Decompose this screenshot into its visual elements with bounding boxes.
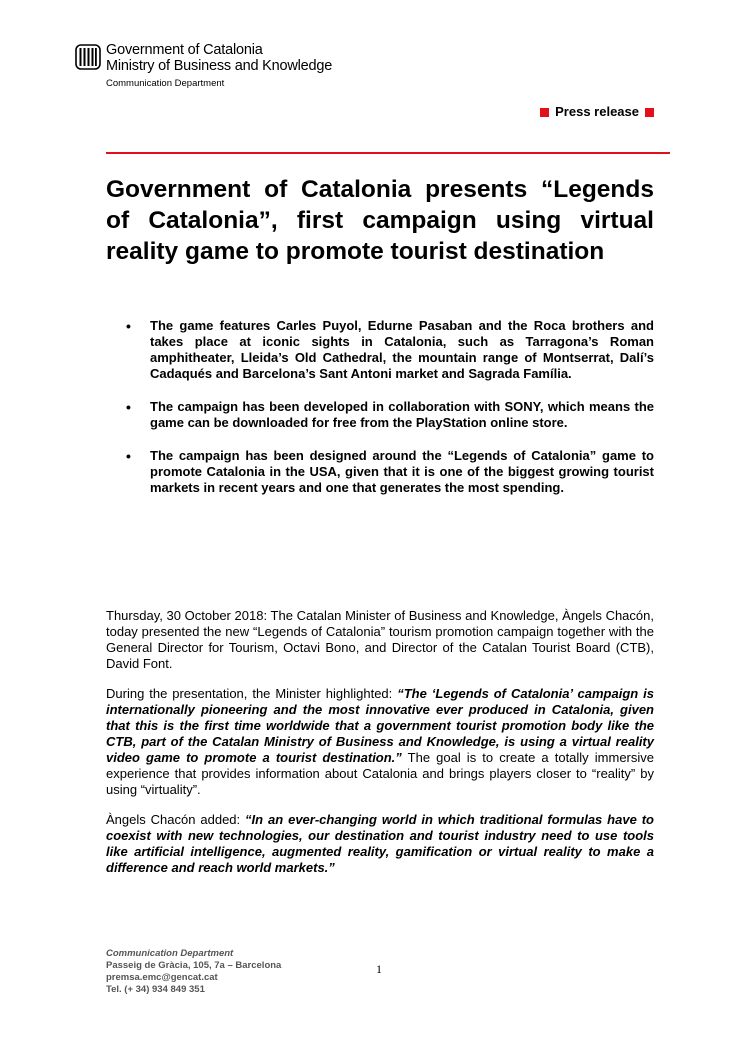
footer-contact: [106, 948, 281, 996]
press-release-text: Press release: [555, 104, 639, 119]
footer-address: Passeig de Gràcia, 105, 7a – Barcelona: [106, 960, 282, 971]
paragraph-intro: Thursday, 30 October 2018: The Catalan Minister of Business and Knowledge, Àngels Chacón, today presented the new “Legends of Catalonia” tourism promotion campaign together with the General Director for Tourism, Octavi Bono, and Director of the Catalan Tourist Board (CTB), David Font.: [106, 608, 654, 671]
quote-intro: Àngels Chacón added:: [106, 812, 246, 827]
highlights-list: [106, 318, 654, 513]
highlight-item: • The game features Carles Puyol, Edurne Pasaban and the Roca brothers and takes place at iconic sights in Catalonia, such as Tarragona’s Roman amphitheater, Lleida’s Old Cathedral, the mountain range of Montserrat, Dalí’s Cadaqués and Barcelona’s Sant Antoni market and Sagrada Família.: [106, 318, 654, 382]
footer-department: Communication Department: [106, 948, 234, 959]
article-body: [106, 608, 654, 890]
quote-intro: During the presentation, the Minister highlighted:: [106, 686, 398, 701]
footer-phone: Tel. (+ 34) 934 849 351: [106, 984, 205, 995]
minister-quote: “The ‘Legends of Catalonia’ campaign is internationally pioneering and the most innovative ever produced in Catalonia, given that this is the first time worldwide that a government tourist promotion body like the CTB, part of the Catalan Ministry of Business and Knowledge, is using a virtual reality video game to promote a tourist destination.”: [106, 686, 654, 765]
page-number: 1: [376, 962, 382, 976]
footer-email: premsa.emc@gencat.cat: [106, 972, 218, 983]
org-name-ministry: Ministry of Business and Knowledge: [106, 58, 333, 74]
org-name-government: Government of Catalonia: [106, 42, 263, 58]
catalonia-seal-icon: [75, 44, 101, 70]
red-square-icon: [645, 108, 654, 117]
paragraph-minister-quote: [106, 686, 654, 798]
page-title: Government of Catalonia presents “Legends of Catalonia”, first campaign using virtual reality game to promote tourist destination: [106, 176, 654, 265]
paragraph-second-quote: [106, 812, 654, 876]
header-divider: [106, 152, 670, 154]
org-name-department: Communication Department: [106, 78, 225, 89]
second-quote: “In an ever-changing world in which traditional formulas have to coexist with new technologies, our destination and tourist industry need to use tools like artificial intelligence, augmented reality, gamification or virtual reality to make a difference and reach world markets.”: [106, 812, 654, 875]
press-release-label: [540, 104, 654, 120]
highlight-item: • The campaign has been developed in collaboration with SONY, which means the game can be downloaded for free from the PlayStation online store.: [106, 399, 654, 431]
highlight-item: • The campaign has been designed around the “Legends of Catalonia” game to promote Catalonia in the USA, given that it is one of the biggest growing tourist markets in recent years and one that generates the most spending.: [106, 448, 654, 496]
quote-followup: The goal is to create a totally immersive experience that provides information about Catalonia and brings players closer to “reality” by using “virtuality”.: [106, 750, 654, 797]
red-square-icon: [540, 108, 549, 117]
